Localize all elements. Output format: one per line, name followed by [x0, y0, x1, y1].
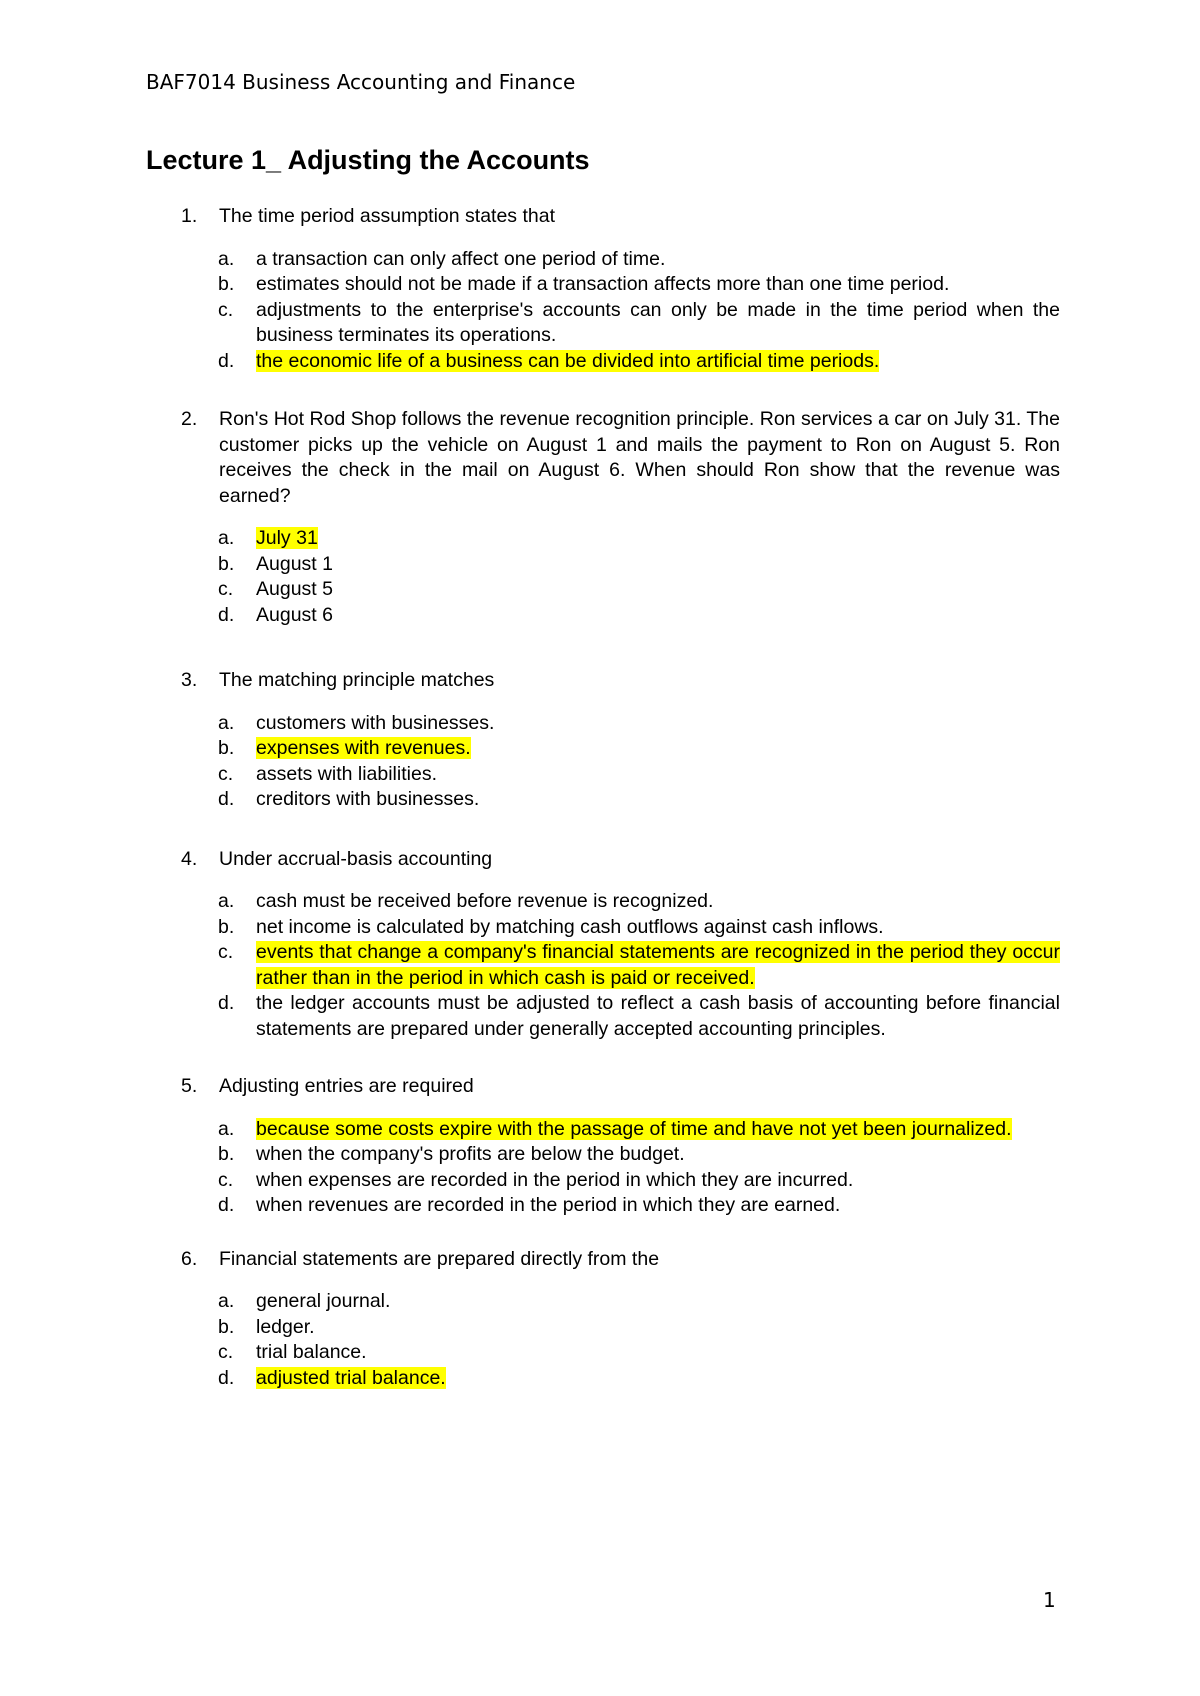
question-item — [146, 407, 1060, 628]
option-text: net income is calculated by matching cash outflows against cash inflows. — [256, 915, 884, 938]
option-letter: d. — [218, 1194, 235, 1216]
answer-option — [146, 940, 1060, 991]
option-text: when the company's profits are below the budget. — [256, 1143, 685, 1165]
option-text: adjustments to the enterprise's accounts can only be made in the time period when the business terminates its operations. — [256, 298, 1060, 346]
option-letter: b. — [218, 737, 235, 759]
question-text: Under accrual-basis accounting — [219, 847, 493, 870]
question-item — [146, 1074, 1060, 1219]
answer-option — [146, 1315, 1060, 1341]
option-text: ledger. — [256, 1315, 315, 1338]
answer-option — [146, 762, 1060, 788]
option-letter: c. — [218, 762, 234, 785]
option-text: creditors with businesses. — [256, 788, 480, 810]
option-letter: c. — [218, 578, 234, 600]
option-letter: a. — [218, 890, 235, 912]
highlighted-answer-text: events that change a company's financial statements are recognized in the period they occur rather than in the period in which cash is paid or received. — [256, 941, 1060, 989]
answer-option — [146, 1142, 1060, 1168]
option-letter: a. — [218, 1117, 235, 1140]
answer-option — [146, 1168, 1060, 1194]
answer-option — [146, 889, 1060, 915]
question-text: Adjusting entries are required — [219, 1075, 474, 1097]
option-letter: c. — [218, 941, 234, 963]
question-text: The matching principle matches — [219, 669, 495, 691]
question-item — [146, 668, 1060, 813]
answer-option — [146, 298, 1060, 349]
answer-option — [146, 915, 1060, 941]
question-number: 4. — [181, 847, 198, 870]
answer-option — [146, 603, 1060, 629]
option-letter: b. — [218, 273, 235, 295]
highlighted-answer-text: July 31 — [256, 527, 318, 549]
answer-option — [146, 247, 1060, 273]
option-text: a transaction can only affect one period of time. — [256, 247, 666, 270]
option-letter: b. — [218, 552, 235, 575]
highlighted-answer-text: the economic life of a business can be divided into artificial time periods. — [256, 349, 880, 372]
answer-option — [146, 552, 1060, 578]
option-letter: d. — [218, 349, 235, 372]
option-text: when expenses are recorded in the period in which they are incurred. — [256, 1168, 854, 1191]
question-text: The time period assumption states that — [219, 205, 556, 227]
option-text: cash must be received before revenue is recognized. — [256, 890, 714, 912]
highlighted-answer-text: expenses with revenues. — [256, 737, 471, 759]
question-list — [146, 204, 1060, 1391]
option-letter: c. — [218, 298, 234, 321]
option-letter: b. — [218, 915, 235, 938]
option-text: general journal. — [256, 1290, 391, 1312]
question-number: 5. — [181, 1075, 198, 1097]
answer-option — [146, 787, 1060, 813]
option-letter: a. — [218, 247, 235, 270]
question-number: 2. — [181, 408, 198, 430]
option-text: assets with liabilities. — [256, 762, 437, 785]
option-letter: a. — [218, 711, 235, 734]
option-text: estimates should not be made if a transaction affects more than one time period. — [256, 273, 950, 295]
option-letter: c. — [218, 1168, 234, 1191]
page-number: 1 — [1043, 1588, 1056, 1612]
answer-option — [146, 1117, 1060, 1143]
option-letter: b. — [218, 1315, 235, 1338]
question-item — [146, 1247, 1060, 1392]
option-letter: d. — [218, 1366, 235, 1389]
option-letter: a. — [218, 1290, 235, 1312]
question-text: Ron's Hot Rod Shop follows the revenue recognition principle. Ron services a car on July 31. The customer picks up the vehicle on August 1 and mails the payment to Ron on August 5. Ron receives the check in the mail on August 6. When should Ron show that the revenue was earned? — [219, 408, 1060, 507]
question-text: Financial statements are prepared directly from the — [219, 1247, 660, 1270]
answer-option — [146, 577, 1060, 603]
answer-option — [146, 711, 1060, 737]
option-letter: d. — [218, 992, 235, 1014]
answer-option — [146, 349, 1060, 375]
option-text: August 6 — [256, 603, 333, 626]
option-letter: a. — [218, 527, 235, 549]
option-text: the ledger accounts must be adjusted to reflect a cash basis of accounting before financial statements are prepared under generally accepted accounting principles. — [256, 992, 1060, 1040]
answer-option — [146, 1289, 1060, 1315]
highlighted-answer-text: adjusted trial balance. — [256, 1366, 446, 1389]
option-text: August 1 — [256, 552, 333, 575]
question-item — [146, 847, 1060, 1043]
question-item — [146, 204, 1060, 374]
option-text: customers with businesses. — [256, 711, 495, 734]
page-header: BAF7014 Business Accounting and Finance — [146, 70, 576, 94]
option-letter: d. — [218, 603, 235, 626]
highlighted-answer-text: because some costs expire with the passage of time and have not yet been journalized. — [256, 1117, 1012, 1140]
option-letter: b. — [218, 1143, 235, 1165]
question-number: 6. — [181, 1247, 198, 1270]
answer-option — [146, 1340, 1060, 1366]
question-number: 3. — [181, 669, 198, 691]
answer-option — [146, 272, 1060, 298]
option-text: August 5 — [256, 578, 333, 600]
answer-option — [146, 526, 1060, 552]
page-title: Lecture 1_ Adjusting the Accounts — [146, 145, 590, 175]
option-letter: c. — [218, 1341, 234, 1363]
option-text: when revenues are recorded in the period in which they are earned. — [256, 1194, 841, 1216]
option-letter: d. — [218, 788, 235, 810]
question-number: 1. — [181, 205, 198, 227]
answer-option — [146, 991, 1060, 1042]
answer-option — [146, 1193, 1060, 1219]
answer-option — [146, 736, 1060, 762]
option-text: trial balance. — [256, 1341, 367, 1363]
answer-option — [146, 1366, 1060, 1392]
